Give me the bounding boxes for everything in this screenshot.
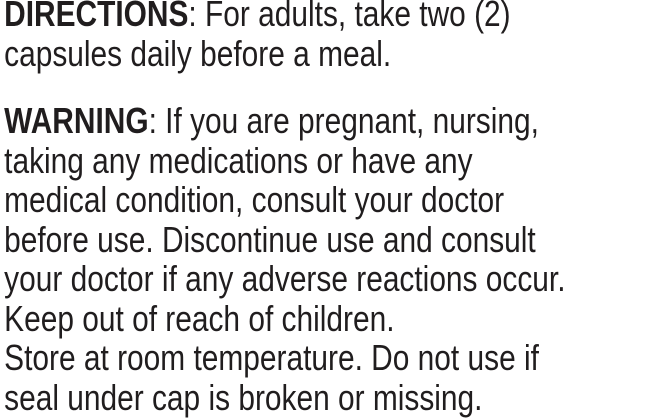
directions-line: capsules daily before a meal. bbox=[4, 32, 392, 74]
warning-line bbox=[4, 101, 649, 141]
directions-line-text: : For adults, take two (2) bbox=[188, 0, 511, 34]
directions-heading: DIRECTIONS bbox=[4, 0, 189, 34]
warning-line: Keep out of reach of children. bbox=[4, 297, 395, 339]
warning-heading: WARNING bbox=[4, 100, 149, 141]
warning-line: seal under cap is broken or missing. bbox=[4, 376, 483, 418]
directions-line bbox=[4, 0, 649, 34]
warning-line: Store at room temperature. Do not use if bbox=[4, 337, 539, 378]
warning-line-text: : If you are pregnant, nursing, bbox=[148, 100, 539, 141]
warning-line: medical condition, consult your doctor bbox=[4, 179, 505, 220]
warning-line: your doctor if any adverse reactions occur. bbox=[4, 258, 566, 299]
directions-paragraph bbox=[4, 0, 649, 73]
warning-line: taking any medications or have any bbox=[4, 139, 473, 181]
warning-paragraph bbox=[4, 101, 649, 417]
warning-line: before use. Discontinue use and consult bbox=[4, 218, 536, 260]
